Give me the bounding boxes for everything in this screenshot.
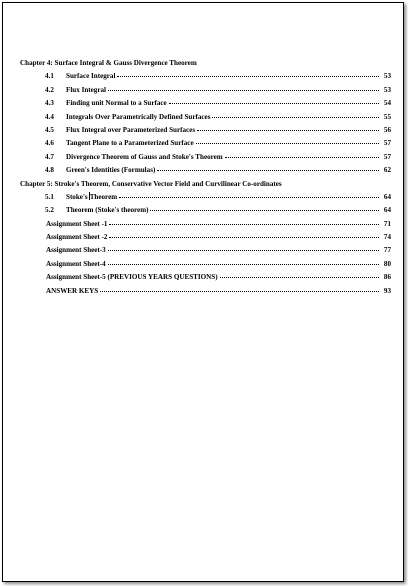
entry-title: Surface Integral — [66, 72, 116, 81]
toc-entry[interactable] — [20, 258, 391, 271]
entry-page: 56 — [383, 125, 391, 134]
dot-leader — [196, 143, 379, 144]
entry-number: 4.2 — [45, 85, 54, 94]
entry-title: Theorem (Stoke's theorem) — [66, 206, 149, 215]
entry-number: 4.3 — [45, 99, 54, 108]
entry-page: 77 — [383, 246, 391, 255]
entry-title: Integrals Over Parametrically Defined Surfaces — [66, 112, 211, 121]
chapter-4-heading: Chapter 4: Surface Integral & Gauss Divergence Theorem — [20, 59, 197, 67]
toc-entry[interactable] — [20, 191, 391, 204]
dot-leader — [169, 103, 379, 104]
dot-leader — [109, 237, 379, 238]
entry-title: Assignment Sheet -1 — [46, 219, 108, 228]
entry-title-part: Theorem — [89, 192, 118, 201]
entry-title: Divergence Theorem of Gauss and Stoke's Theorem — [66, 152, 223, 161]
entry-number: 4.5 — [45, 125, 54, 134]
entry-number: 5.2 — [45, 206, 54, 215]
entry-title: Flux Integral — [66, 85, 106, 94]
dot-leader — [108, 250, 379, 251]
chapter-5-heading: Chapter 5: Stroke's Theorem, Conservative Vector Field and Curvilinear Co-ordinates — [20, 179, 282, 188]
toc-entry[interactable] — [20, 70, 391, 83]
toc-entry[interactable] — [20, 84, 391, 97]
dot-leader — [108, 264, 379, 265]
table-of-contents — [20, 57, 391, 298]
entry-page: 54 — [383, 99, 391, 108]
entry-title: Assignment Sheet-3 — [46, 246, 106, 255]
entry-number: 4.4 — [45, 112, 54, 121]
entry-page: 71 — [383, 219, 391, 228]
entry-page: 57 — [383, 139, 391, 148]
dot-leader — [108, 90, 379, 91]
entry-title: Assignment Sheet-5 (PREVIOUS YEARS QUESTIONS) — [46, 273, 218, 282]
toc-entry[interactable] — [20, 111, 391, 124]
entry-number: 4.8 — [45, 166, 54, 175]
toc-entry[interactable] — [20, 244, 391, 257]
toc-entry[interactable] — [20, 137, 391, 150]
toc-entry[interactable] — [20, 271, 391, 284]
toc-entry[interactable] — [20, 218, 391, 231]
entry-number: 4.1 — [45, 72, 54, 81]
entry-page: 53 — [383, 85, 391, 94]
entry-title — [66, 191, 117, 204]
entry-page: 80 — [383, 259, 391, 268]
toc-entry[interactable] — [20, 285, 391, 298]
entry-page: 64 — [383, 192, 391, 201]
entry-title: Finding unit Normal to a Surface — [66, 99, 167, 108]
toc-entry[interactable] — [20, 164, 391, 177]
toc-entry[interactable] — [20, 151, 391, 164]
dot-leader — [109, 224, 379, 225]
dot-leader — [157, 170, 379, 171]
dot-leader — [220, 277, 379, 278]
entry-page: 53 — [383, 72, 391, 81]
entry-title: Assignment Sheet-4 — [46, 259, 106, 268]
entry-page: 57 — [383, 152, 391, 161]
toc-entry[interactable] — [20, 204, 391, 217]
entry-page: 55 — [383, 112, 391, 121]
dot-leader — [100, 291, 379, 292]
toc-entry[interactable] — [20, 231, 391, 244]
entry-title-part: Stoke's — [66, 192, 88, 201]
entry-title: Green's Identities (Formulas) — [66, 166, 156, 175]
entry-page: 74 — [383, 233, 391, 242]
entry-title: Flux Integral over Parameterized Surfaces — [66, 125, 196, 134]
dot-leader — [117, 76, 379, 77]
entry-page: 62 — [383, 166, 391, 175]
entry-title: ANSWER KEYS — [46, 286, 99, 295]
entry-page: 93 — [383, 286, 391, 295]
entry-number: 4.7 — [45, 152, 54, 161]
entry-number: 5.1 — [45, 192, 54, 201]
dot-leader — [225, 157, 379, 158]
dot-leader — [197, 130, 379, 131]
entry-title: Tangent Plane to a Parameterized Surface — [66, 139, 194, 148]
dot-leader — [212, 117, 379, 118]
toc-entry[interactable] — [20, 97, 391, 110]
document-page — [2, 2, 404, 582]
entry-title: Assignment Sheet -2 — [46, 233, 108, 242]
entry-number: 4.6 — [45, 139, 54, 148]
entry-page: 86 — [383, 273, 391, 282]
entry-page: 64 — [383, 206, 391, 215]
dot-leader — [150, 210, 379, 211]
dot-leader — [119, 197, 379, 198]
toc-entry[interactable] — [20, 124, 391, 137]
